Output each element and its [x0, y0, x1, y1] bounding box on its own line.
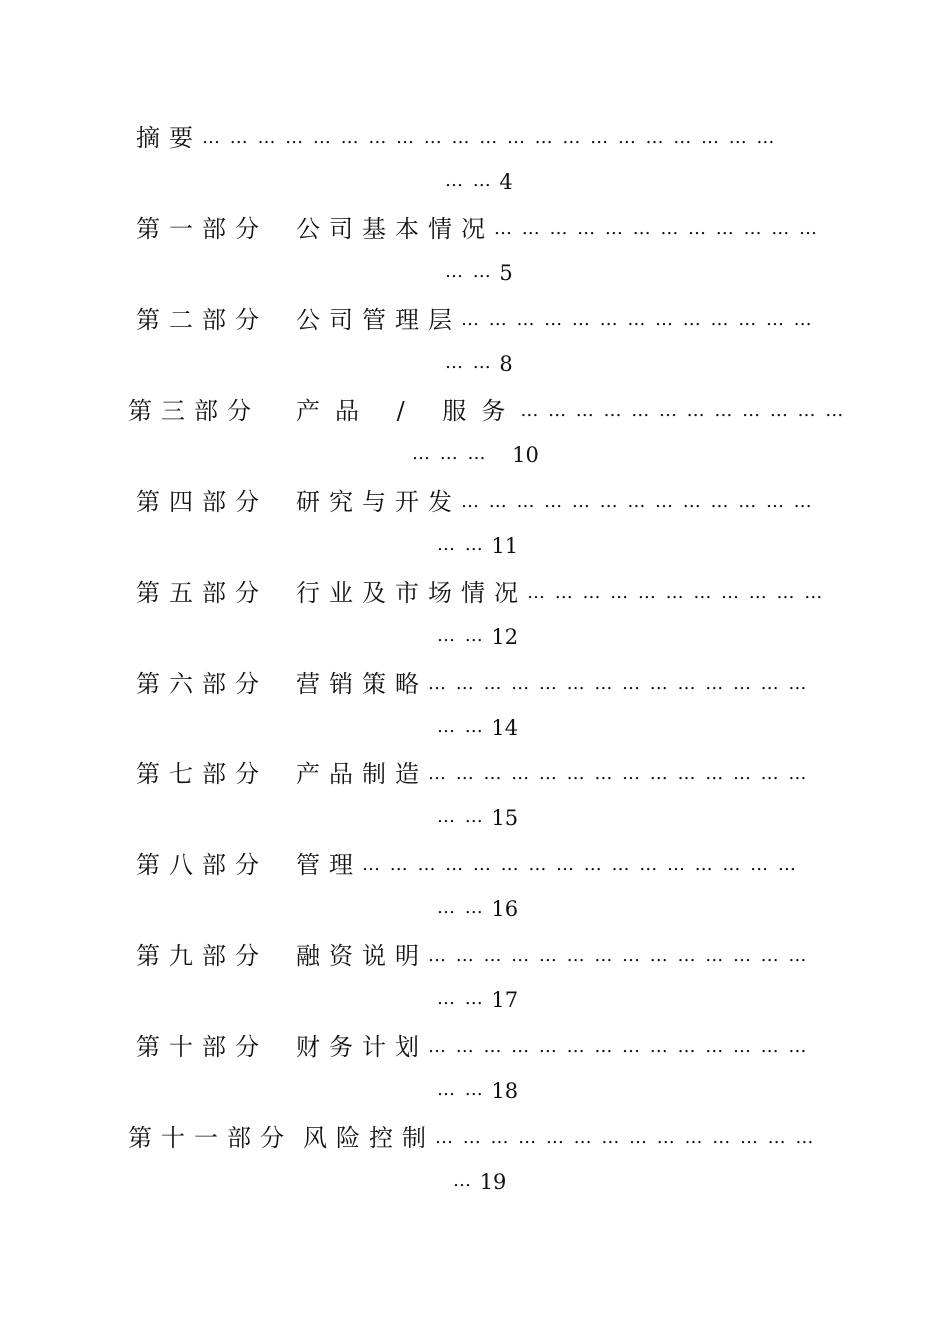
toc-leader-dots: … … … … … … … … … … … … … … … … … … … … …: [202, 127, 777, 148]
toc-section-title: 财务计划: [296, 1033, 428, 1061]
toc-leader-dots-cont: … …: [445, 352, 493, 373]
toc-leader-dots: … … … … … … … … … … …: [527, 582, 825, 603]
toc-section-title: 产品制造: [296, 760, 428, 788]
toc-section-title: 公司基本情况: [296, 215, 494, 243]
toc-leader-dots: … … … … … … … … … … … … … …: [435, 1127, 816, 1148]
toc-section-title: 行业及市场情况: [296, 579, 527, 607]
toc-leader-dots-cont: … …: [437, 806, 485, 827]
toc-leader-dots-cont: … …: [445, 261, 493, 282]
toc-page-number: 17: [491, 988, 519, 1012]
toc-page-number: 15: [491, 806, 519, 830]
toc-leader-dots: … … … … … … … … … … … …: [520, 400, 846, 421]
toc-leader-dots: … … … … … … … … … … … … … …: [428, 1036, 809, 1057]
toc-leader-dots: … … … … … … … … … … … … …: [461, 309, 814, 330]
toc-leader-dots: … … … … … … … … … … … …: [494, 218, 819, 239]
toc-leader-dots: … … … … … … … … … … … … … …: [428, 945, 809, 966]
toc-page-number: 16: [491, 897, 519, 921]
toc-leader-dots-cont: … …: [437, 897, 485, 918]
toc-part-label: 第十一部分: [128, 1124, 293, 1152]
toc-leader-dots-cont: … … …: [412, 443, 488, 464]
toc-page-number: 11: [491, 534, 519, 558]
toc-part-label: 第五部分: [136, 579, 268, 607]
toc-page-number: 5: [499, 261, 513, 285]
toc-leader-dots: … … … … … … … … … … … … … …: [428, 763, 809, 784]
toc-page-number: 10: [512, 443, 539, 467]
toc-page-number: 12: [491, 625, 519, 649]
toc-leader-dots-cont: …: [453, 1170, 473, 1191]
toc-leader-dots: … … … … … … … … … … … … … … … …: [362, 854, 798, 875]
toc-page-number: 14: [491, 716, 519, 740]
toc-part-label: 第十部分: [136, 1033, 268, 1061]
toc-part-label: 第六部分: [136, 670, 268, 698]
toc-part-label: 第七部分: [136, 760, 268, 788]
toc-part-label: 第三部分: [128, 397, 260, 425]
toc-leader-dots-cont: … …: [437, 534, 485, 555]
toc-part-label: 第九部分: [136, 942, 268, 970]
toc-section-title: 公司管理层: [296, 306, 461, 334]
toc-section-title: 营销策略: [296, 670, 428, 698]
toc-leader-dots-cont: … …: [437, 716, 485, 737]
toc-leader-dots-cont: … …: [437, 625, 485, 646]
toc-section-title: 融资说明: [296, 942, 428, 970]
toc-page-number: 4: [499, 170, 513, 194]
toc-part-label: 第一部分: [136, 215, 268, 243]
toc-part-label: 第二部分: [136, 306, 268, 334]
toc-section-title: 研究与开发: [296, 488, 461, 516]
toc-section-title: 产品 / 服务: [296, 397, 521, 425]
toc-page-number: 19: [479, 1170, 507, 1194]
toc-part-label: 第四部分: [136, 488, 268, 516]
toc-page-number: 8: [499, 352, 513, 376]
toc-part-label: 摘要: [136, 124, 202, 152]
toc-leader-dots-cont: … …: [437, 988, 485, 1009]
toc-section-title: 管理: [296, 851, 362, 879]
toc-page-number: 18: [491, 1079, 519, 1103]
toc-leader-dots-cont: … …: [437, 1079, 485, 1100]
toc-part-label: 第八部分: [136, 851, 268, 879]
toc-section-title: 风险控制: [303, 1124, 435, 1152]
toc-leader-dots: … … … … … … … … … … … … … …: [428, 673, 809, 694]
toc-leader-dots-cont: … …: [445, 170, 493, 191]
toc-leader-dots: … … … … … … … … … … … … …: [461, 491, 814, 512]
